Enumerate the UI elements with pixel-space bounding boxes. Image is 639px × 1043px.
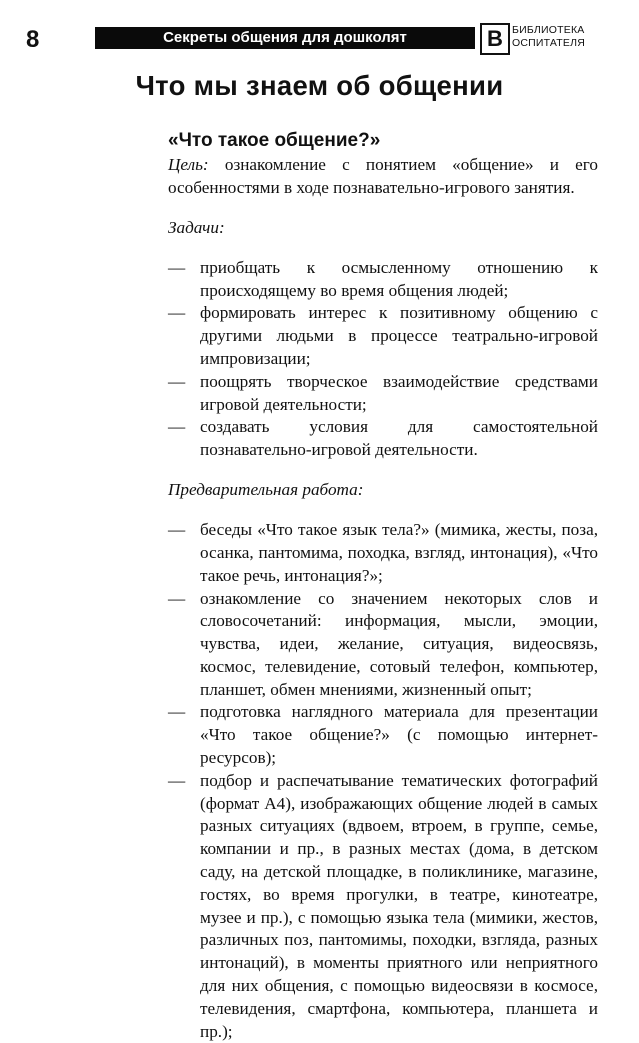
list-item: — приобщать к осмысленному отношению к происходящему во время общения людей; [168, 257, 598, 300]
dash-icon: — [168, 520, 186, 540]
goal-text: ознакомление с понятием «общение» и его особенностями в ходе познавательно-игрового занятия. [168, 155, 598, 197]
goal-paragraph [168, 154, 598, 200]
dash-icon: — [168, 371, 186, 391]
dash-icon: — [168, 702, 186, 722]
series-logo [480, 23, 626, 55]
section-title: «Что такое общение?» [168, 130, 381, 151]
list-item: — беседы «Что такое язык тела?» (мимика, жесты, поза, осанка, пантомима, походка, взгляд, интонация), «Что такое речь, интонация?»; [168, 520, 598, 585]
running-title: Секреты общения для дошколят [95, 27, 475, 49]
dash-icon: — [168, 303, 186, 323]
list-item: — формировать интерес к позитивному общению с другими людьми в процессе театрально-игровой импровизации; [168, 303, 598, 368]
logo-line-2: ОСПИТАТЕЛЯ [512, 37, 585, 49]
logo-line-1: БИБЛИОТЕКА [512, 24, 585, 36]
prep-list [168, 519, 598, 1043]
page-body [168, 154, 598, 1043]
list-item: — поощрять творческое взаимодействие средствами игровой деятельности; [168, 371, 598, 414]
chapter-title: Что мы знаем об общении [135, 70, 504, 101]
logo-text [512, 24, 585, 50]
page-header [0, 0, 639, 60]
tasks-list [168, 257, 598, 462]
list-item: — создавать условия для самостоятельной познавательно-игровой деятельности. [168, 417, 598, 460]
list-item: — подбор и распечатывание тематических фотографий (формат А4), изображающих общение людей в самых разных ситуациях (вдвоем, втроем, в группе, семье, компании и пр., в разных местах (дома, в детском саду, на детской площадке, в поликлинике, магазине, гостях, во время прогулки, в театре, кинотеатре, музее и пр.), с помощью языка тела (мимики, жестов, различных поз, пантомимы, походки, взгляда, разных интонаций), в моменты приятного или неприятного для них общения, с помощью видеосвязи в космосе, телевидения, смартфона, компьютера, планшета и пр.); [168, 770, 598, 1041]
dash-icon: — [168, 417, 186, 437]
dash-icon: — [168, 257, 186, 277]
page-number: 8 [26, 26, 40, 53]
tasks-label: Задачи: [168, 217, 225, 237]
list-item: — подготовка наглядного материала для презентации «Что такое общение?» (с помощью интернет-ресурсов); [168, 702, 598, 768]
goal-label: Цель: [168, 155, 209, 174]
dash-icon: — [168, 770, 186, 790]
dash-icon: — [168, 588, 186, 608]
prep-label: Предварительная работа: [168, 480, 364, 500]
logo-letter-icon: В [480, 23, 510, 55]
list-item: — ознакомление со значением некоторых слов и словосочетаний: информация, мысли, эмоции, чувства, идеи, желание, ситуация, видеосвязь, космос, телевидение, сотовый телефон, компьютер, планшет, обмен мнениями, жизненный опыт; [168, 588, 598, 699]
